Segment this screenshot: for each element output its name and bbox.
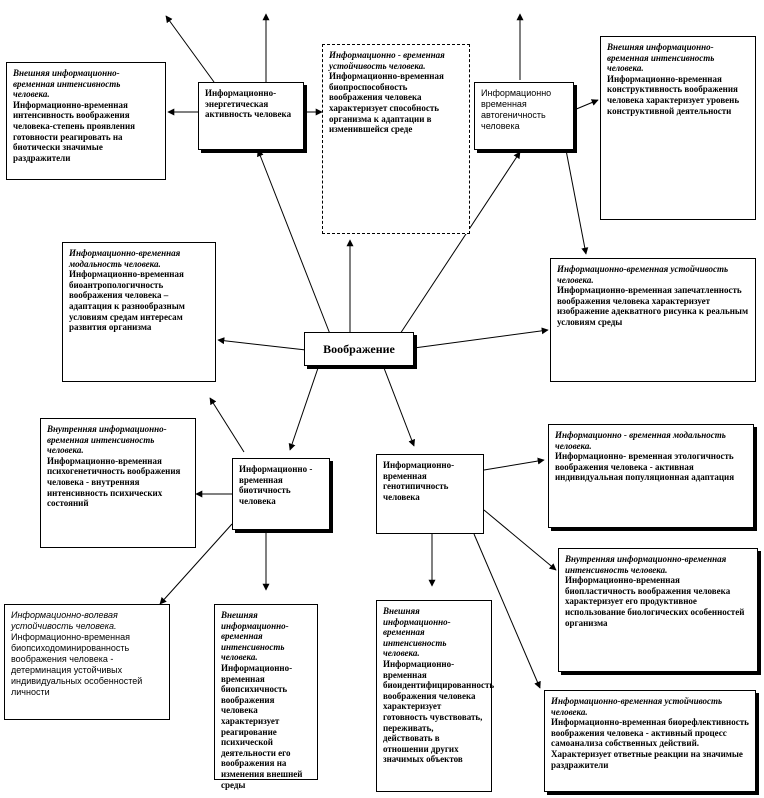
arrow-bottom-mid-hub-to-int-intensity-right [484,510,556,570]
box-title: Информационно-временная устойчивость человека. [557,264,729,285]
box-stability-bottom-right [544,690,756,792]
box-title: Внешняя информационно-временная интенсивность человека. [221,610,289,663]
box-title: Внешняя информационно-временная интенсивность человека. [607,42,715,74]
arrow-top-left-hub-up-left [166,16,214,82]
arrow-top-right-hub-to-intensity [574,100,598,110]
box-title: Внешняя информационно-временная интенсивность человека. [383,606,451,659]
box-title: Информационно - временная модальность человека. [555,430,726,451]
box-title: Внешняя информационно-временная интенсивность человека. [13,68,121,100]
box-int-intensity-left [40,418,196,548]
box-body: Информационно-временная биопсиходоминированность воображения человека - детерминация устойчивых индивидуальных особенностей личности [11,632,143,697]
box-body: Информационно- временная этологичность воображения человека - активная индивидуальная популяционная адаптация [555,451,735,483]
arrow-top-right-hub-to-stability-right [566,150,586,254]
box-body: Информационно-временная психогенетичность воображения человека - внутренняя интенсивность психических состояний [47,455,181,509]
box-body: Информационно-временная биопластичность воображения человека характеризует его продуктивное использование биологических особенностей организма [565,575,745,628]
hub-bottom-left: Информационно - временная биотичность человека [232,458,330,530]
arrow-bottom-mid-hub-to-modality-right [484,460,544,470]
box-title: Информационно-волевая устойчивость человека. [11,610,118,631]
box-stability-right [550,258,756,382]
arrow-center-to-top-left-hub [258,150,330,334]
box-ext-intensity-bottom-mid [376,600,495,792]
arrow-center-to-bottom-left-hub [290,368,318,450]
box-int-intensity-right [558,548,758,672]
box-body: Информационно-временная интенсивность воображения человека-степень проявления готовности реагировать на биотически значимые раздражители [13,99,135,163]
box-title: Внутренняя информационно-временная интенсивность человека. [47,424,167,456]
center-node: Воображение [304,332,414,366]
box-int-intensity-top-right [600,36,756,220]
box-title: Информационно-временная модальность человека. [69,248,181,269]
arrow-bottom-left-hub-up-left [210,398,244,452]
box-title: Информационно - временная устойчивость человека. [329,50,445,71]
box-title: Внутренняя информационно-временная интенсивность человека. [565,554,727,575]
box-body: Информационно-временная биопроспособность воображения человека характеризует способность организма к адаптации в изменившейся среде [329,71,444,135]
box-body: Информационно-временная биоидентифицированность воображения человека характеризует готовность чувствовать, переживать, действовать в отношении других значимых объектов [383,658,495,765]
hub-bottom-mid: Информационно-временная генотипичность человека [376,454,484,534]
box-body: Информационно-временная биопсихичность воображения человека характеризует реагирование психической деятельности его воображения на изменения внешней среды [221,662,303,790]
box-modality-right [548,424,754,528]
hub-top-left: Информационно-энергетическая активность человека [198,82,304,150]
box-body: Информационно-временная биорефлективность воображения человека - активный процесс самоанализа собственных действий. Характеризует ответные реакции на значимые раздражители [551,717,749,770]
box-modality-left [62,242,216,382]
box-stability-bottom-left [4,604,170,720]
arrow-center-to-stability-right [414,330,548,348]
arrow-center-to-modality-left [218,340,306,350]
box-body: Информационно-временная биоантропологичность воображения человека – адаптация к разнообразным условиям средам интересам развития организма [69,269,185,333]
box-stability-top [322,44,470,234]
box-title: Информационно-временная устойчивость человека. [551,696,723,717]
box-body: Информационно-временная конструктивность воображения человека характеризует уровень конструктивной деятельности [607,73,740,116]
hub-top-right: Информационно временная автогеничность человека [474,82,574,150]
box-ext-intensity-top [6,62,166,180]
box-ext-intensity-bottom [214,604,318,790]
arrow-center-to-bottom-mid-hub [384,368,414,446]
box-body: Информационно-временная запечатленность воображения человека характеризует изображение адекватного рисунка к реальным условиям среды [557,285,749,327]
